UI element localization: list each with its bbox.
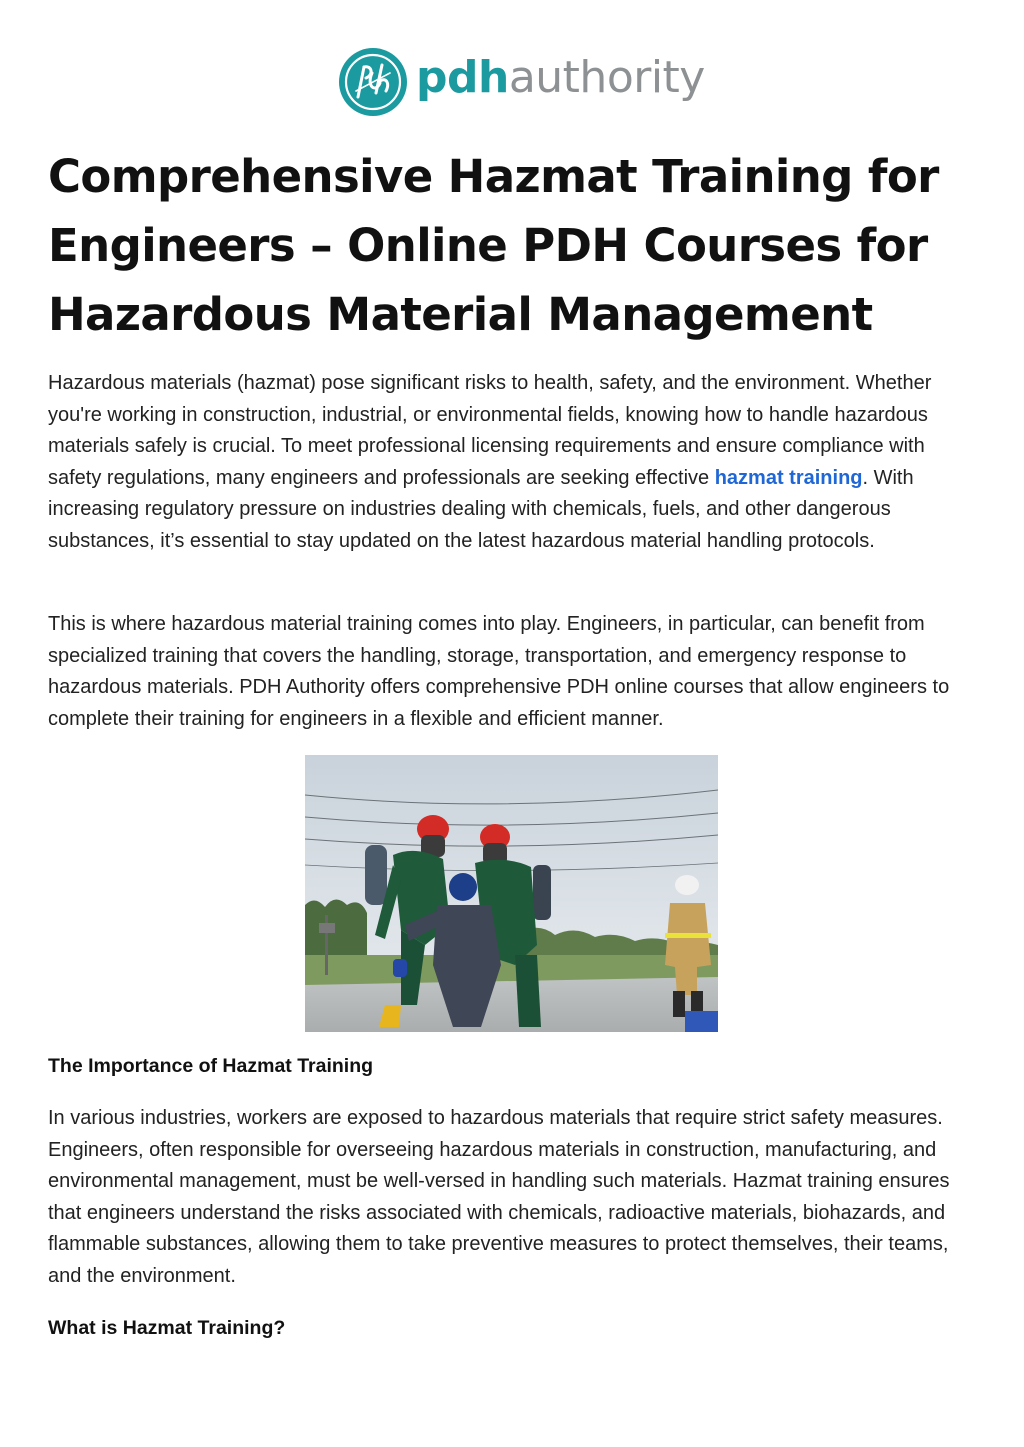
- brand-wordmark: [416, 52, 705, 103]
- photo-illustration: [305, 755, 718, 1032]
- intro-text-before-link: Hazardous materials (hazmat) pose significant risks to health, safety, and the environment. Whether you're working in construction, industrial, or environmental fields, knowing how to handle hazardous materials safely is crucial. To meet professional licensing requirements and ensure compliance with safety regulations, many engineers and professionals are seeking effective: [48, 372, 932, 489]
- hazmat-training-link[interactable]: hazmat training: [714, 466, 863, 489]
- hazmat-rescue-training-photo: [305, 755, 718, 1032]
- section-heading-importance: The Importance of Hazmat Training: [48, 1055, 374, 1077]
- training-intro-paragraph: This is where hazardous material training comes into play. Engineers, in particular, can benefit from specialized training that covers the handling, storage, transportation, and emergency response to hazardous materials. PDH Authority offers comprehensive PDH online courses that allow engineers to complete their training for engineers in a flexible and efficient manner.: [48, 613, 950, 730]
- brand-name-bold: pdh: [416, 52, 509, 103]
- brand-logo[interactable]: [338, 46, 705, 118]
- section-heading-what-is: What is Hazmat Training?: [48, 1317, 286, 1339]
- pdh-monogram-circle-icon: [338, 47, 408, 117]
- importance-paragraph: In various industries, workers are exposed to hazardous materials that require strict safety measures. Engineers, often responsible for overseeing hazardous materials in construction, manufacturing, and environmental management, must be well-versed in handling such materials. Hazmat training ensures that engineers understand the risks associated with chemicals, radioactive materials, biohazards, and flammable substances, allowing them to take preventive measures to protect themselves, their teams, and the environment.: [48, 1107, 950, 1287]
- page-title: Comprehensive Hazmat Training for Engineers – Online PDH Courses for Hazardous Material Management: [48, 150, 939, 341]
- intro-text-after-link: . With increasing regulatory pressure on industries dealing with chemicals, fuels, and other dangerous substances, it’s essential to stay updated on the latest hazardous material handling protocols.: [48, 466, 914, 552]
- intro-paragraph: [48, 368, 983, 557]
- brand-name-light: authority: [508, 52, 705, 103]
